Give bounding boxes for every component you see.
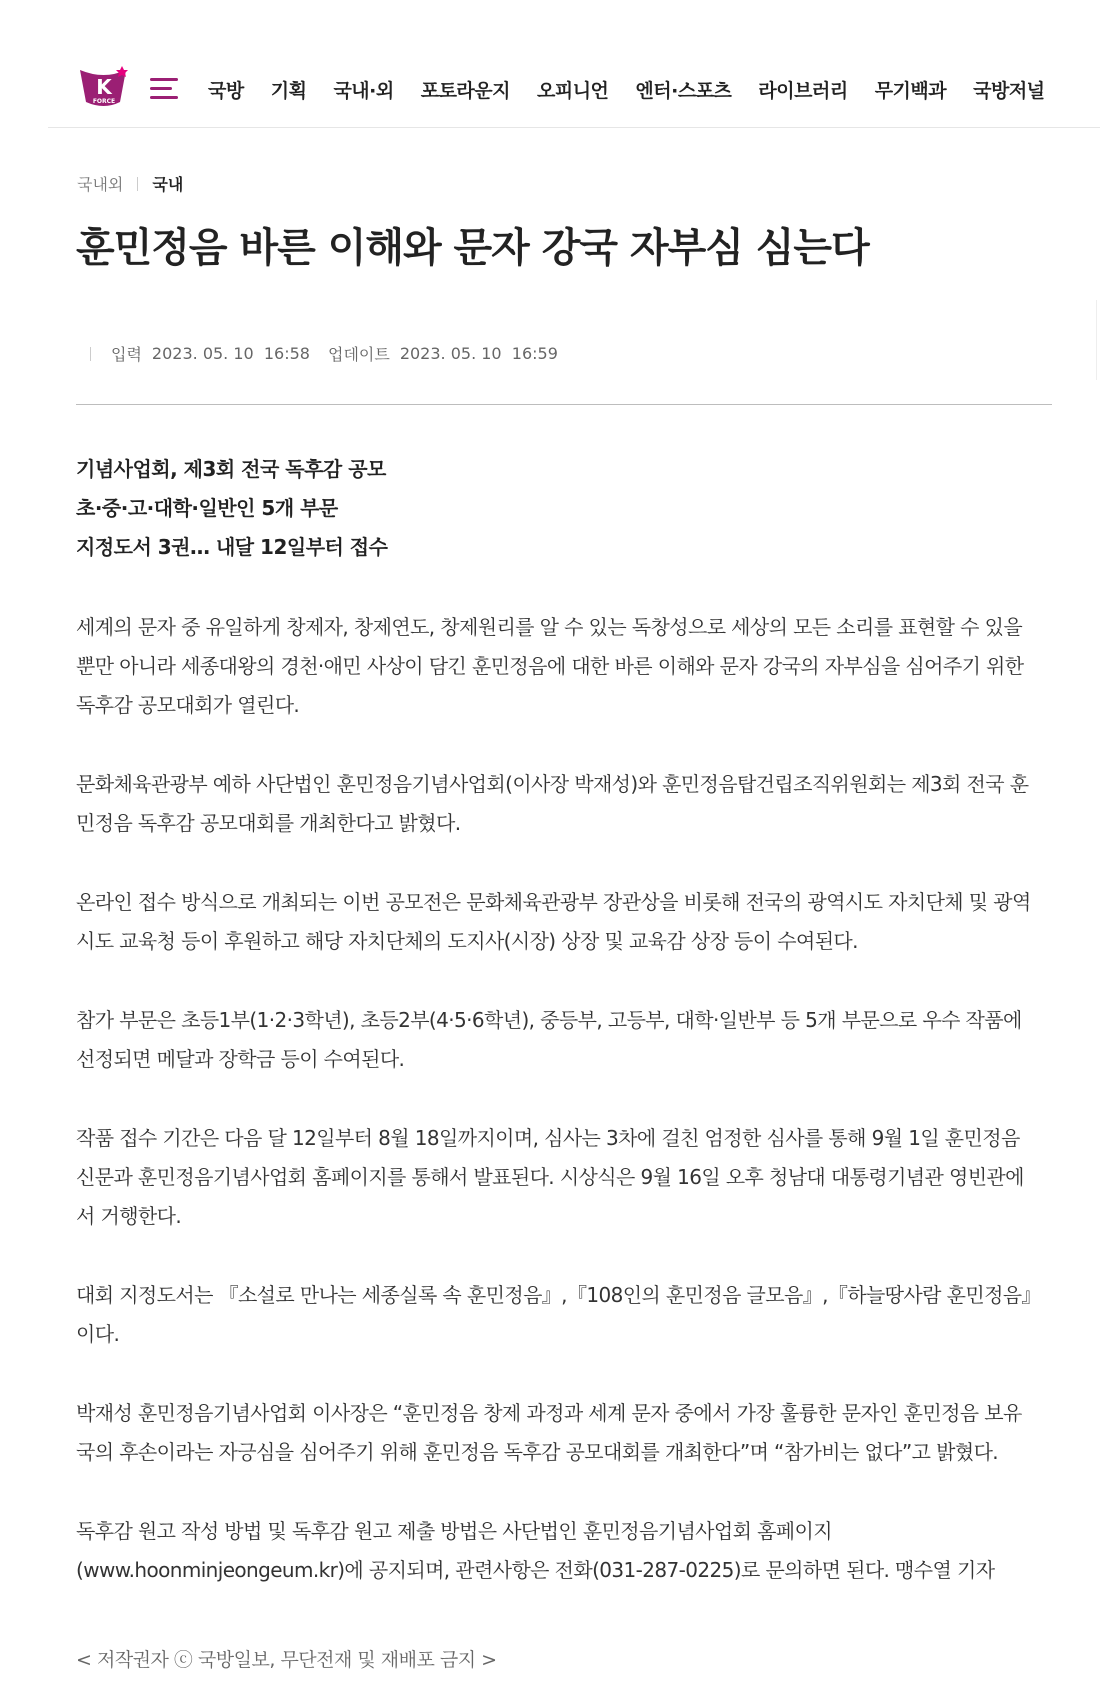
menu-item-entertainment-sports[interactable]: 엔터·스포츠 (635, 80, 732, 102)
update-date: 2023. 05. 10 16:59 (399, 344, 558, 363)
copyright-notice: < 저작권자 ⓒ 국방일보, 무단전재 및 재배포 금지 > (76, 1649, 497, 1671)
menu-item-photo-lounge[interactable]: 포토라운지 (420, 80, 510, 102)
menu-item-planning[interactable]: 기획 (270, 80, 307, 102)
update-label: 업데이트 (327, 345, 390, 364)
input-date: 2023. 05. 10 16:58 (151, 344, 310, 363)
menu-item-domestic-foreign[interactable]: 국내·외 (333, 80, 394, 102)
article-subtitles (76, 450, 1056, 567)
article-paragraph: 참가 부문은 초등1부(1·2·3학년), 초등2부(4·5·6학년), 중등부, 고등부, 대학·일반부 등 5개 부문으로 우수 작품에 선정되면 메달과 장학금 등이 수여된다. (76, 1008, 1022, 1071)
article-meta (90, 342, 576, 365)
article-title: 훈민정음 바른 이해와 문자 강국 자부심 심는다 (76, 225, 869, 271)
top-navigation (48, 52, 1100, 128)
article-paragraph: 문화체육관광부 예하 사단법인 훈민정음기념사업회(이사장 박재성)와 훈민정음탑건립조직위원회는 제3회 전국 훈민정음 독후감 공모대회를 개최한다고 밝혔다. (76, 772, 1029, 835)
menu-item-defense-journal[interactable]: 국방저널 (973, 80, 1045, 102)
menu-item-library[interactable]: 라이브러리 (758, 80, 848, 102)
title-divider (76, 404, 1052, 405)
article-paragraph: 세계의 문자 중 유일하게 창제자, 창제연도, 창제원리를 알 수 있는 독창성으로 세상의 모든 소리를 표현할 수 있을 뿐만 아니라 세종대왕의 경천·애민 사상이 담긴 훈민정음에 대한 바른 이해와 문자 강국의 자부심을 심어주기 위한 독후감 공모대회가 열린다. (76, 615, 1024, 717)
breadcrumb-section[interactable]: 국내외 (77, 175, 124, 194)
logo-sub: FORCE (92, 98, 116, 105)
menu-item-weapon-encyclopedia[interactable]: 무기백과 (874, 80, 947, 102)
breadcrumb (77, 172, 183, 195)
hamburger-menu-icon[interactable] (150, 78, 180, 100)
input-label: 입력 (111, 345, 142, 364)
article-paragraph: 작품 접수 기간은 다음 달 12일부터 8월 18일까지이며, 심사는 3차에 걸친 엄정한 심사를 통해 9월 1일 훈민정음 신문과 훈민정음기념사업회 홈페이지를 통해서 발표된다. 시상식은 9월 16일 오후 청남대 대통령기념관 영빈관에서 거행한다. (76, 1126, 1024, 1228)
menu-item-opinion[interactable]: 오피니언 (537, 80, 609, 102)
subtitle-line: 지정도서 3권… 내달 12일부터 접수 (76, 535, 388, 559)
main-menu (208, 76, 1072, 103)
right-edge-line (1096, 300, 1097, 380)
article-paragraph: 대회 지정도서는 『소설로 만나는 세종실록 속 훈민정음』,『108인의 훈민정음 글모음』,『하늘땅사람 훈민정음』이다. (76, 1283, 1031, 1346)
meta-divider (90, 347, 91, 361)
menu-item-national-defense[interactable]: 국방 (208, 80, 244, 102)
logo-letter: K (96, 75, 112, 99)
subtitle-line: 초·중·고·대학·일반인 5개 부문 (76, 496, 338, 520)
article-paragraph: 박재성 훈민정음기념사업회 이사장은 “훈민정음 창제 과정과 세계 문자 중에서 가장 훌륭한 문자인 훈민정음 보유국의 후손이라는 자긍심을 심어주기 위해 훈민정음 독후감 공모대회를 개최한다”며 “참가비는 없다”고 밝혔다. (76, 1401, 1022, 1464)
kforce-logo[interactable] (76, 64, 132, 110)
article-paragraph: 온라인 접수 방식으로 개최되는 이번 공모전은 문화체육관광부 장관상을 비롯해 전국의 광역시도 자치단체 및 광역시도 교육청 등이 후원하고 해당 자치단체의 도지사(시장) 상장 및 교육감 상장 등이 수여된다. (76, 890, 1031, 953)
article-body (76, 608, 1036, 1630)
subtitle-line: 기념사업회, 제3회 전국 독후감 공모 (76, 457, 386, 481)
breadcrumb-current[interactable]: 국내 (152, 175, 184, 194)
breadcrumb-divider (137, 177, 138, 191)
article-paragraph: 독후감 원고 작성 방법 및 독후감 원고 제출 방법은 사단법인 훈민정음기념사업회 홈페이지(www.hoonminjeongeum.kr)에 공지되며, 관련사항은 전화(031-287-0225)로 문의하면 된다. 맹수열 기자 (76, 1519, 995, 1582)
